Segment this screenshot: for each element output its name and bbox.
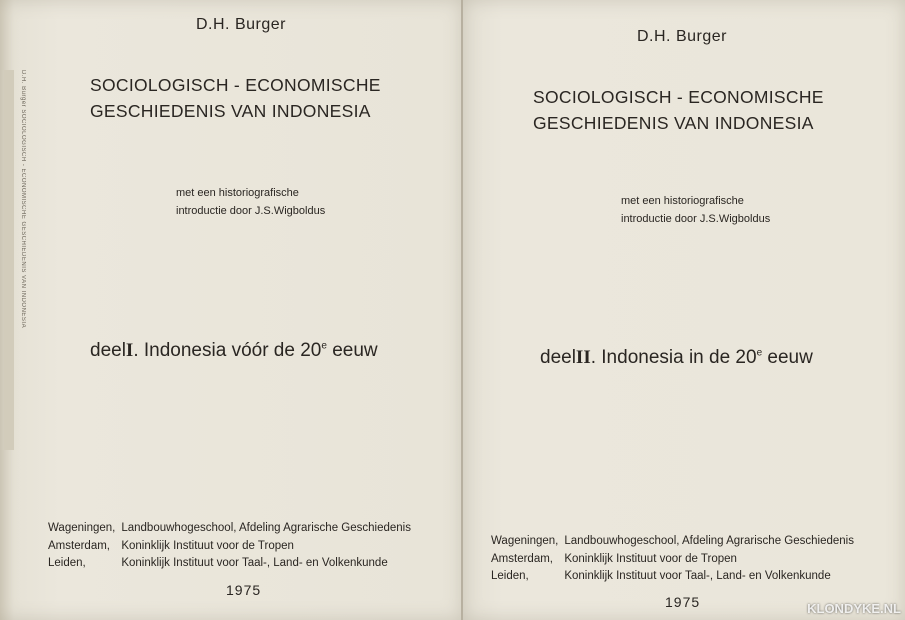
publisher-city: Leiden, <box>48 557 86 569</box>
volume-heading <box>90 340 378 362</box>
publisher-row <box>491 533 854 551</box>
volume-number: I <box>125 340 134 361</box>
volume-superscript: e <box>321 340 327 352</box>
publication-year: 1975 <box>226 582 262 598</box>
publisher-row <box>48 520 411 538</box>
intro-line-1: met een historiografische <box>176 187 299 199</box>
volume-text: . Indonesia vóór de 20 <box>133 340 322 361</box>
publisher-institution: Koninklijk Instituut voor de Tropen <box>121 539 294 552</box>
volume-prefix: deel <box>90 340 126 361</box>
intro-line-2: introductie door J.S.Wigboldus <box>176 205 326 217</box>
volume-prefix: deel <box>540 347 576 368</box>
watermark: KLONDYKE.NL <box>807 601 901 616</box>
publisher-row <box>48 538 411 556</box>
author: D.H. Burger <box>196 16 286 33</box>
author: D.H. Burger <box>637 28 727 45</box>
publisher-city: Wageningen, <box>48 522 116 534</box>
volume-number: II <box>575 347 591 368</box>
book-cover-volume-2 <box>463 0 905 620</box>
title-line-2: GESCHIEDENIS VAN INDONESIA <box>533 113 814 133</box>
publisher-institution: Landbouwhogeschool, Afdeling Agrarische Geschiedenis <box>564 535 854 547</box>
publisher-city: Amsterdam, <box>48 539 110 552</box>
book-title <box>90 72 381 124</box>
spine-edge <box>4 70 14 450</box>
book-title <box>533 84 824 136</box>
introduction-credit <box>176 184 325 220</box>
publisher-institution: Landbouwhogeschool, Afdeling Agrarische Geschiedenis <box>121 522 411 534</box>
introduction-credit <box>621 192 770 228</box>
publisher-row <box>491 551 854 569</box>
publisher-city: Amsterdam, <box>491 552 553 565</box>
publisher-row <box>48 555 411 573</box>
volume-suffix: eeuw <box>326 340 378 361</box>
publisher-city: Leiden, <box>491 570 529 582</box>
title-line-2: GESCHIEDENIS VAN INDONESIA <box>90 101 371 121</box>
volume-suffix: eeuw <box>762 347 813 368</box>
publisher-row <box>491 568 854 586</box>
volume-superscript: e <box>756 347 763 359</box>
intro-line-1: met een historiografische <box>621 195 744 207</box>
publisher-city: Wageningen, <box>491 535 559 547</box>
intro-line-2: introductie door J.S.Wigboldus <box>621 213 771 225</box>
publisher-institution: Koninklijk Instituut voor de Tropen <box>564 552 737 565</box>
title-line-1: SOCIOLOGISCH - ECONOMISCHE <box>533 87 824 107</box>
spine-text: D.H. Burger SOCIOLOGISCH - ECONOMISCHE GESCHIEDENIS VAN INDONESIA <box>20 70 26 329</box>
volume-text: . Indonesia in de 20 <box>590 347 757 368</box>
publisher-institution: Koninklijk Instituut voor Taal-, Land- en Volkenkunde <box>121 557 388 569</box>
publisher-institution: Koninklijk Instituut voor Taal-, Land- en Volkenkunde <box>564 570 831 582</box>
publisher-list <box>48 520 411 573</box>
publisher-list <box>491 533 854 586</box>
publication-year: 1975 <box>665 594 701 610</box>
title-line-1: SOCIOLOGISCH - ECONOMISCHE <box>90 75 381 95</box>
volume-heading <box>540 347 813 369</box>
